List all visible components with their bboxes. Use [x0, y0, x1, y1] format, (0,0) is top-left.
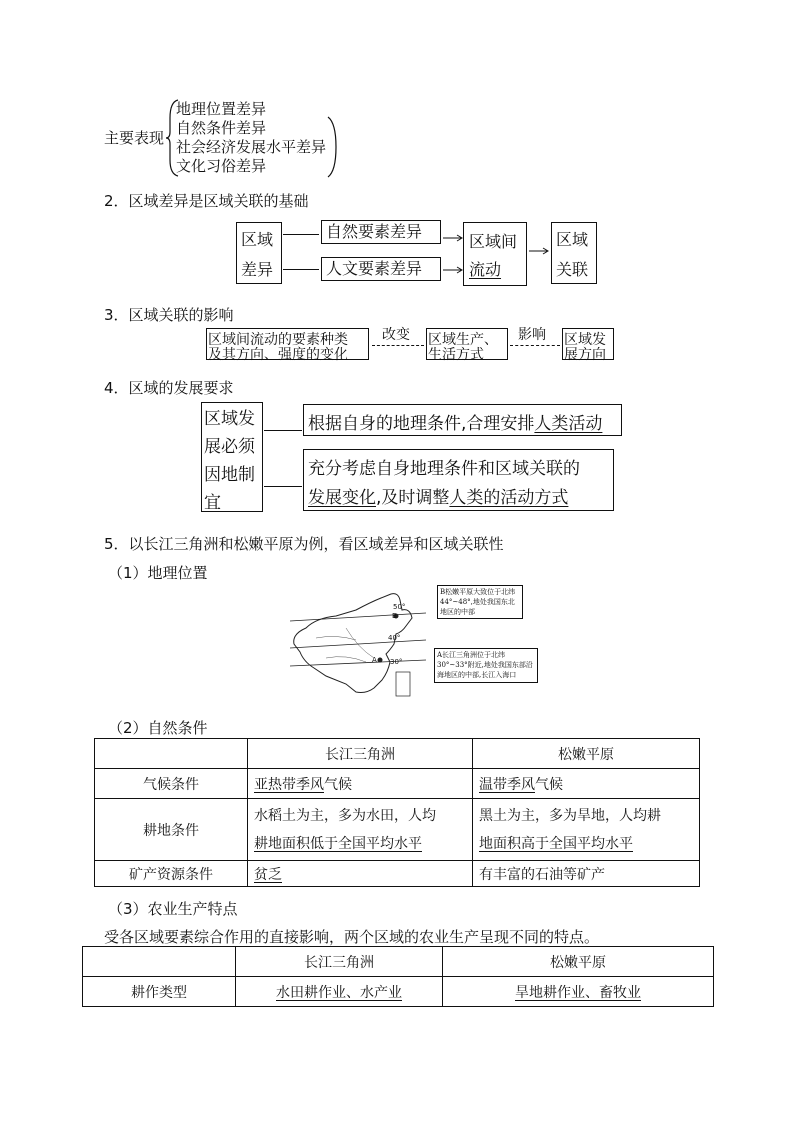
- mineral-label: 矿产资源条件: [95, 861, 248, 887]
- natural-conditions-table: [94, 738, 700, 887]
- dev-direction-box: [562, 328, 614, 363]
- req-line2: 展必须: [204, 437, 255, 457]
- region-diff-box: [236, 222, 282, 284]
- life-style-line1: 区域生产、: [428, 332, 498, 348]
- req-line4: 宜: [204, 493, 221, 513]
- human-factor-box: 人文要素差异: [321, 257, 441, 281]
- climate-label: 气候条件: [95, 769, 248, 799]
- link-line1: 区域: [556, 230, 589, 249]
- right-bracket: [326, 115, 340, 179]
- adjust-activity-box: [303, 449, 614, 511]
- section-4-heading: 4．区域的发展要求: [104, 379, 234, 397]
- land-label: 耕地条件: [95, 799, 248, 861]
- mineral-songnen: 有丰富的石油等矿产: [473, 861, 700, 887]
- diff-item-3: 社会经济发展水平差异: [176, 138, 327, 156]
- diff-item-4: 文化习俗差异: [176, 157, 267, 175]
- land-songnen: 黑土为主，多为旱地，人均耕 地面积高于全国平均水平: [473, 799, 700, 861]
- life-style-line2: 生活方式: [428, 347, 484, 363]
- natural-factor-box: 自然要素差异: [321, 220, 441, 244]
- connector-line: [283, 269, 319, 270]
- table-header-row: [83, 947, 714, 977]
- region-link-box: [551, 222, 597, 284]
- dev-direction-line2: 展方向: [564, 347, 606, 363]
- arrange-activity-text: 根据自身的地理条件,合理安排人类活动: [308, 414, 603, 434]
- farming-songnen: 旱地耕作业、畜牧业: [443, 977, 714, 1007]
- connector-line: [283, 234, 319, 235]
- req-line3: 因地制: [204, 465, 255, 485]
- arrange-activity-box: [303, 404, 622, 436]
- arrows: [441, 226, 465, 276]
- dev-direction-line1: 区域发: [564, 332, 606, 348]
- dev-requirement-box: [201, 402, 263, 512]
- header-songnen: 松嫩平原: [473, 739, 700, 769]
- lat-30-label: 30°: [390, 658, 403, 666]
- table-row: [95, 799, 700, 861]
- region-diff-line2: 差异: [241, 260, 274, 279]
- agriculture-intro: 受各区域要素综合作用的直接影响，两个区域的农业生产呈现不同的特点。: [104, 928, 600, 946]
- agriculture-table: [82, 946, 714, 1007]
- flow-line2: 流动: [469, 260, 502, 279]
- header-yangtze: 长江三角洲: [236, 947, 443, 977]
- diff-item-2: 自然条件差异: [176, 119, 267, 137]
- climate-yangtze: 亚热带季风气候: [248, 769, 473, 799]
- songnen-callout: B松嫩平原大致位于北纬44°~48°,地处我国东北地区的中部: [437, 585, 523, 619]
- header-yangtze: 长江三角洲: [248, 739, 473, 769]
- sub-agriculture: （3）农业生产特点: [108, 900, 238, 918]
- connector-line: [264, 430, 302, 431]
- header-cell-empty: [95, 739, 248, 769]
- dashed-connector: [510, 345, 560, 346]
- affect-label: 影响: [518, 327, 546, 343]
- flow-change-line2: 及其方向、强度的变化: [208, 347, 348, 363]
- mark-a-label: A: [372, 656, 377, 664]
- header-songnen: 松嫩平原: [443, 947, 714, 977]
- diff-item-1: 地理位置差异: [176, 100, 267, 118]
- lat-50-label: 50°: [393, 603, 406, 611]
- dashed-connector: [372, 345, 424, 346]
- adjust-line2: 发展变化,及时调整人类的活动方式: [308, 488, 569, 508]
- section-5-heading: 5．以长江三角洲和松嫩平原为例，看区域差异和区域关联性: [104, 535, 504, 553]
- table-row: [95, 861, 700, 887]
- req-line1: 区域发: [204, 409, 255, 429]
- main-performance-label: 主要表现: [104, 129, 165, 147]
- adjust-line1: 充分考虑自身地理条件和区域关联的: [308, 459, 580, 479]
- climate-songnen: 温带季风气候: [473, 769, 700, 799]
- arrow-right-icon: [527, 244, 551, 258]
- flow-change-line1: 区域间流动的要素种类: [208, 332, 348, 348]
- table-row: [83, 977, 714, 1007]
- region-flow-box: [463, 222, 527, 286]
- table-row: [95, 769, 700, 799]
- table-header-row: [95, 739, 700, 769]
- china-map-image: [286, 588, 436, 704]
- life-style-box: [426, 328, 508, 363]
- region-diff-line1: 区域: [241, 230, 274, 249]
- lat-40-label: 40°: [388, 634, 401, 642]
- mark-b-label: B: [392, 612, 397, 620]
- section-3-heading: 3．区域关联的影响: [104, 306, 234, 324]
- link-line2: 关联: [556, 260, 589, 279]
- flow-change-box: [206, 328, 369, 363]
- flow-line1: 区域间: [469, 232, 518, 251]
- mineral-yangtze: 贫乏: [248, 861, 473, 887]
- yangtze-callout: A长江三角洲位于北纬30°~33°附近,地处我国东部沿海地区的中部,长江入海口: [434, 648, 538, 683]
- section-2-heading: 2．区域差异是区域关联的基础: [104, 192, 309, 210]
- sub-natural-conditions: （2）自然条件: [108, 719, 208, 737]
- farming-yangtze: 水田耕作业、水产业: [236, 977, 443, 1007]
- connector-line: [264, 486, 302, 487]
- change-label: 改变: [382, 327, 410, 343]
- sub-geo-location: （1）地理位置: [108, 564, 208, 582]
- header-cell-empty: [83, 947, 236, 977]
- farming-type-label: 耕作类型: [83, 977, 236, 1007]
- land-yangtze: 水稻土为主，多为水田，人均 耕地面积低于全国平均水平: [248, 799, 473, 861]
